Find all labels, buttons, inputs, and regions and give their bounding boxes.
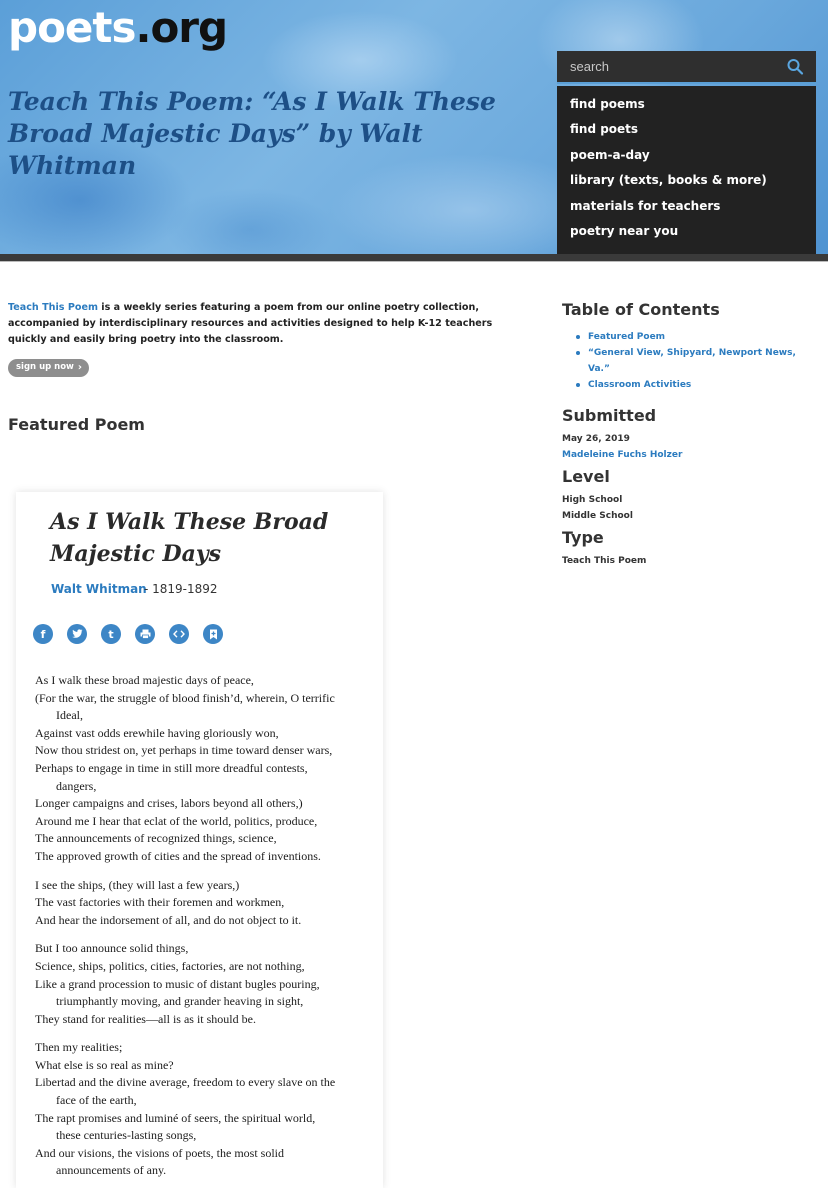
intro-paragraph: Teach This Poem is a weekly series featuring a poem from our online poetry collection, accompanied by interdisciplinary resources and activities designed to help K-12 teachers quickly and easily bring poetry into the classroom.	[8, 302, 493, 345]
submitted-date: May 26, 2019	[562, 434, 630, 444]
poem-title: As I Walk These Broad Majestic Days	[50, 509, 329, 567]
poem-line: Then my realities;	[35, 1040, 123, 1055]
type-heading: Type	[562, 528, 604, 547]
poem-line: The approved growth of cities and the spread of inventions.	[35, 848, 321, 863]
poem-line: The vast factories with their foremen and workmen,	[35, 895, 285, 910]
nav-library[interactable]: library (texts, books & more)	[570, 173, 767, 188]
featured-poem-heading: Featured Poem	[8, 415, 145, 434]
poem-card	[16, 492, 383, 1188]
poem-line: But I too announce solid things,	[35, 941, 189, 956]
tumblr-icon[interactable]: t	[101, 624, 121, 644]
sign-up-button[interactable]: sign up now ›	[8, 359, 89, 377]
page-title: Teach This Poem: “As I Walk These Broad Majestic Days” by Walt Whitman	[8, 87, 496, 180]
level-middle-school: Middle School	[562, 511, 633, 521]
teach-this-poem-link[interactable]: Teach This Poem	[8, 302, 98, 313]
poem-line: Perhaps to engage in time in still more dreadful contests,	[35, 760, 308, 775]
poem-line: announcements of any.	[56, 1163, 167, 1178]
poet-dates: - 1819-1892	[144, 582, 218, 596]
submitted-by-link[interactable]: Madeleine Fuchs Holzer	[562, 450, 683, 460]
poem-line: Like a grand procession to music of distant bugles pouring,	[35, 976, 320, 991]
nav-materials-for-teachers[interactable]: materials for teachers	[570, 198, 721, 213]
sidebar	[562, 300, 812, 569]
poem-stanza	[35, 672, 375, 866]
poem-line: Around me I hear that eclat of the world, politics, produce,	[35, 813, 318, 828]
chevron-right-icon: ›	[77, 362, 82, 373]
main-nav	[557, 86, 816, 254]
poem-stanza	[35, 1039, 375, 1180]
nav-poetry-near-you[interactable]: poetry near you	[570, 223, 679, 238]
share-toolbar	[33, 624, 223, 644]
facebook-icon[interactable]: f	[33, 624, 53, 644]
poem-line: Science, ships, politics, cities, factories, are not nothing,	[35, 958, 305, 973]
poem-line: Libertad and the divine average, freedom to every slave on the	[35, 1075, 336, 1090]
poem-line: And hear the indorsement of all, and do not object to it.	[35, 912, 302, 927]
nav-find-poems[interactable]: find poems	[570, 97, 645, 111]
poem-line: triumphantly moving, and grander heaving in sight,	[56, 994, 304, 1009]
toc-item-featured-poem[interactable]: Featured Poem	[576, 329, 812, 345]
poem-author-link[interactable]: Walt Whitman	[51, 582, 147, 596]
search-box	[557, 51, 816, 84]
nav-find-poets[interactable]: find poets	[570, 122, 639, 137]
poem-line: (For the war, the struggle of blood finish’d, wherein, O terrific	[35, 690, 335, 705]
search-input[interactable]	[557, 51, 777, 82]
poem-line: What else is so real as mine?	[35, 1057, 174, 1072]
poem-line: dangers,	[56, 778, 97, 793]
twitter-icon[interactable]	[67, 624, 87, 644]
site-header	[0, 0, 828, 254]
submitted-heading: Submitted	[562, 406, 657, 425]
poem-line: face of the earth,	[56, 1093, 137, 1108]
poem-line: The announcements of recognized things, science,	[35, 831, 277, 846]
poem-line: And our visions, the visions of poets, the most solid	[35, 1145, 284, 1160]
search-icon[interactable]	[786, 58, 804, 76]
poem-line: Longer campaigns and crises, labors beyond all others,)	[35, 796, 303, 811]
header-divider	[0, 254, 828, 262]
toc-item-general-view[interactable]: “General View, Shipyard, Newport News, Va.”	[576, 345, 812, 377]
poem-stanza	[35, 940, 375, 1028]
toc-heading: Table of Contents	[562, 300, 720, 319]
print-icon[interactable]	[135, 624, 155, 644]
level-high-school: High School	[562, 495, 623, 505]
poem-stanza	[35, 877, 375, 930]
embed-icon[interactable]	[169, 624, 189, 644]
poem-line: The rapt promises and luminé of seers, the spiritual world,	[35, 1110, 316, 1125]
site-logo[interactable]: poets.org	[8, 3, 228, 52]
poem-line: Against vast odds erewhile having gloriously won,	[35, 725, 279, 740]
poem-line: They stand for realities—all is as it should be.	[35, 1011, 256, 1026]
level-heading: Level	[562, 467, 610, 486]
poem-line: Now thou stridest on, yet perhaps in time toward denser wars,	[35, 743, 333, 758]
bookmark-icon[interactable]	[203, 624, 223, 644]
poem-line: I see the ships, (they will last a few years,)	[35, 877, 240, 892]
type-value: Teach This Poem	[562, 556, 647, 566]
nav-poem-a-day[interactable]: poem-a-day	[570, 147, 650, 162]
poem-line: these centuries-lasting songs,	[56, 1128, 197, 1143]
toc-list	[576, 329, 812, 393]
poem-body	[35, 672, 375, 1188]
toc-item-classroom-activities[interactable]: Classroom Activities	[576, 377, 812, 393]
poem-line: As I walk these broad majestic days of peace,	[35, 673, 254, 687]
poem-line: Ideal,	[56, 708, 83, 723]
